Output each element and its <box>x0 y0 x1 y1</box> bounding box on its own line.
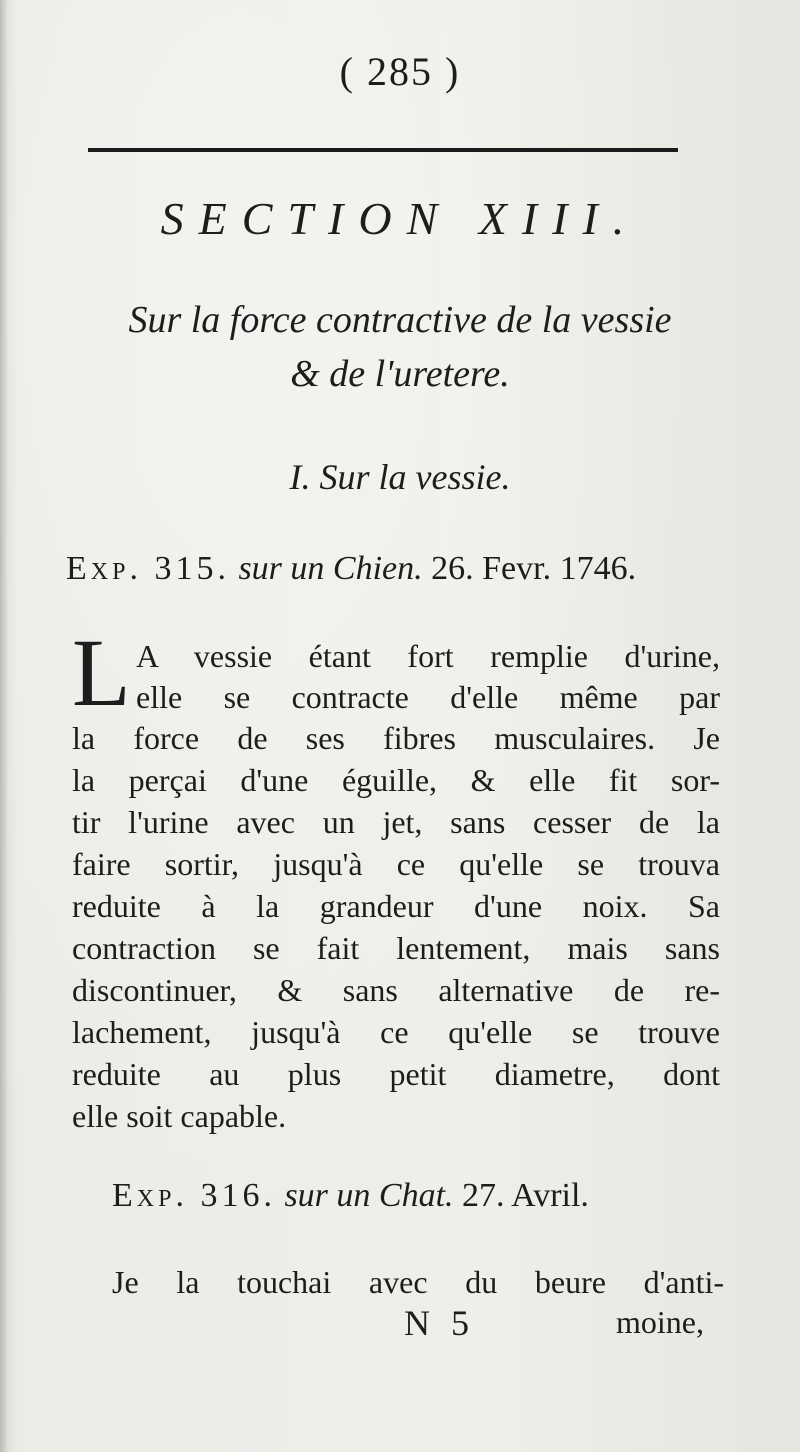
text-line: reduite à la grandeur d'une noix. Sa <box>72 888 720 924</box>
experiment-label: Exp. 315. <box>66 550 230 587</box>
section-title: SECTION XIII. <box>160 193 640 244</box>
experiment-heading-316 <box>112 1177 589 1215</box>
section-subtitle-line-1: Sur la force contractive de la vessie <box>128 299 672 341</box>
text-line: lachement, jusqu'à ce qu'elle se trouve <box>72 1014 720 1050</box>
experiment-subject: sur un Chat. <box>284 1177 454 1214</box>
experiment-date: 27. Avril. <box>462 1177 589 1214</box>
text-line: A vessie étant fort remplie d'urine, <box>136 638 720 674</box>
catchword: moine, <box>616 1304 704 1340</box>
page-number: ( 285 ) <box>339 49 461 94</box>
signature-mark: N 5 <box>404 1303 475 1343</box>
text-line: tir l'urine avec un jet, sans cesser de la <box>72 804 720 840</box>
text-line: discontinuer, & sans alternative de re- <box>72 972 720 1008</box>
text-line: Je la touchai avec du beure d'anti- <box>112 1264 724 1300</box>
text-line: elle se contracte d'elle même par <box>136 679 720 715</box>
experiment-label: Exp. 316. <box>112 1177 276 1214</box>
text-line: faire sortir, jusqu'à ce qu'elle se trouva <box>72 846 720 882</box>
part-heading: I. Sur la vessie. <box>289 457 511 497</box>
experiment-subject: sur un Chien. <box>238 550 423 587</box>
text-line: reduite au plus petit diametre, dont <box>72 1056 720 1092</box>
section-subtitle-line-2: & de l'uretere. <box>290 353 510 395</box>
experiment-heading-315 <box>66 550 636 588</box>
text-line: elle soit capable. <box>72 1098 287 1134</box>
drop-cap: L <box>72 619 131 726</box>
text-line: la perçai d'une éguille, & elle fit sor- <box>72 762 720 798</box>
text-line: contraction se fait lentement, mais sans <box>72 930 720 966</box>
header-rule <box>88 148 678 152</box>
text-line: la force de ses fibres musculaires. Je <box>72 720 720 756</box>
experiment-date: 26. Fevr. 1746. <box>431 550 637 587</box>
